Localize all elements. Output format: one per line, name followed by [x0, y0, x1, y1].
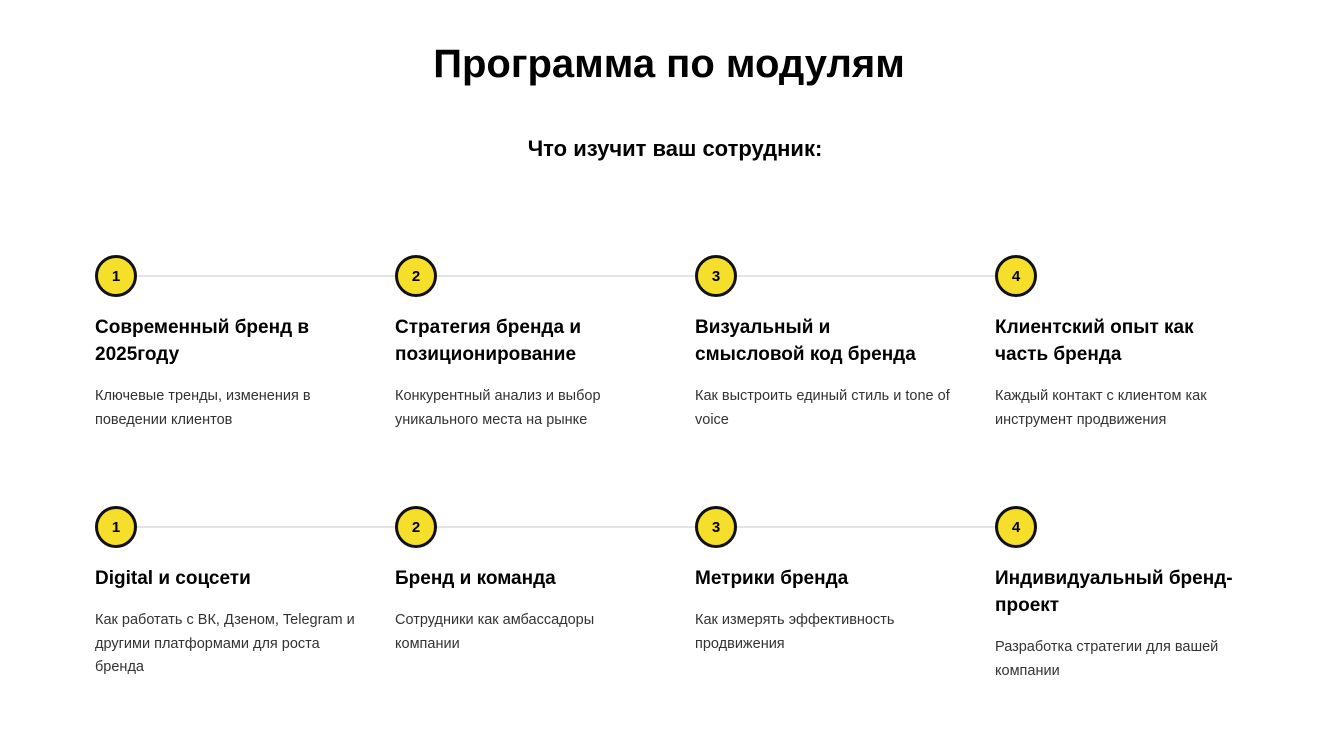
step-description: Как измерять эффективность продвижения	[695, 612, 895, 652]
step-description: Каждый контакт с клиентом как инструмент продвижения	[995, 388, 1207, 428]
step-description: Как работать с ВК, Дзеном, Telegram и другими платформами для роста бренда	[95, 612, 355, 675]
step-number-badge: 4	[995, 506, 1037, 548]
step-description: Разработка стратегии для вашей компании	[995, 639, 1219, 679]
step-number-badge: 2	[395, 506, 437, 548]
step-number-badge: 3	[695, 255, 737, 297]
step-title: Стратегия бренда и позиционирование	[395, 317, 582, 365]
step-number-badge: 1	[95, 255, 137, 297]
step-title: Современный бренд в 2025году	[95, 317, 310, 365]
module-row-2	[95, 506, 1295, 726]
step-title: Визуальный и смысловой код бренда	[695, 317, 916, 365]
timeline-line	[115, 526, 1015, 528]
step-number-badge: 4	[995, 255, 1037, 297]
step-title: Digital и соцсети	[95, 568, 251, 589]
step-number-badge: 1	[95, 506, 137, 548]
step-title: Клиентский опыт как часть бренда	[995, 317, 1194, 365]
section-subtitle: Что изучит ваш сотрудник:	[527, 136, 823, 161]
timeline-line	[115, 275, 1015, 277]
step-description: Как выстроить единый стиль и tone of voice	[695, 388, 950, 428]
step-title: Индивидуальный бренд-проект	[995, 568, 1233, 616]
step-number-badge: 2	[395, 255, 437, 297]
step-title: Бренд и команда	[395, 568, 556, 589]
step-number-badge: 3	[695, 506, 737, 548]
step-description: Сотрудники как амбассадоры компании	[395, 612, 595, 652]
module-row-1	[95, 255, 1295, 475]
step-title: Метрики бренда	[695, 568, 849, 589]
step-description: Ключевые тренды, изменения в поведении клиентов	[95, 388, 311, 428]
page-title: Программа по модулям	[433, 42, 905, 86]
step-description: Конкурентный анализ и выбор уникального места на рынке	[395, 388, 601, 428]
